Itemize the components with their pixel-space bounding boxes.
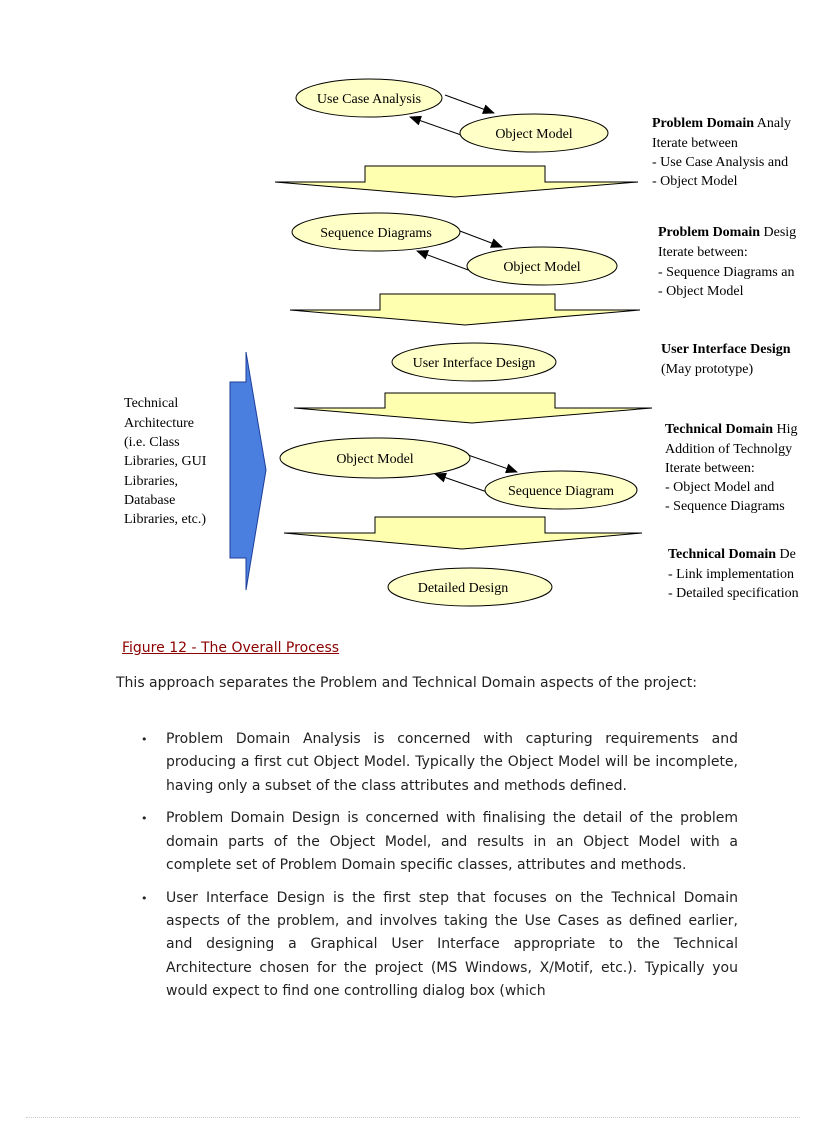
bullet-text: User Interface Design is the first step that focuses on the Technical Domain aspects of the problem, and involves taking the Use Cases as defined earlier, and designing a Graphical User Interface appropriate to the Technical Architecture chosen for the project (MS Windows, X/Motif, etc.). Typically you would expect to find one controlling dialog box (which [166, 889, 738, 999]
technical-architecture-label: Technical Architecture (i.e. Class Libraries, GUI Libraries, Database Libraries, etc.) [124, 396, 207, 527]
bullet-problem-domain-analysis [116, 728, 738, 798]
stage-user-interface-design [294, 343, 652, 423]
annotation-user-interface-design: User Interface Design (May prototype) [661, 342, 791, 377]
flow-arrow-1 [275, 166, 638, 197]
bullet-text: Problem Domain Analysis is concerned with capturing requirements and producing a first cut Object Model. Typically the Object Model will be incomplete, having only a subset of the class attributes and methods defined. [166, 731, 738, 794]
svg-text:Object Model: Object Model [495, 127, 573, 142]
bullet-dot-icon: • [141, 891, 148, 905]
figure-caption: Figure 12 - The Overall Process [122, 640, 340, 656]
flow-arrow-3 [294, 393, 652, 423]
svg-text:Sequence Diagram: Sequence Diagram [507, 484, 615, 499]
bullet-list [116, 728, 738, 1013]
page-bottom-divider [26, 1117, 800, 1118]
svg-text:Use Case Analysis: Use Case Analysis [316, 92, 422, 107]
svg-text:Object Model: Object Model [503, 260, 581, 275]
svg-text:Object Model: Object Model [336, 452, 414, 467]
flow-arrow-4 [284, 517, 642, 549]
svg-text:Detailed Design: Detailed Design [417, 581, 509, 596]
svg-text:User Interface Design: User Interface Design [412, 356, 536, 371]
bullet-dot-icon: • [141, 812, 148, 826]
annotation-technical-domain-detailed: Technical Domain De - Link implementation - Detailed specification [668, 547, 799, 601]
annotation-problem-domain-design: Problem Domain Desig Iterate between: - Sequence Diagrams an - Object Model [658, 225, 797, 299]
annotation-problem-domain-analysis: Problem Domain Analy Iterate between - Use Case Analysis and - Object Model [652, 116, 791, 189]
annotation-technical-domain-high: Technical Domain Hig Addition of Technolgy Iterate between: - Object Model and - Sequence Diagrams [665, 422, 798, 514]
bullet-dot-icon: • [141, 733, 148, 746]
stage-technical-domain-detailed [388, 568, 552, 606]
bullet-user-interface-design [116, 887, 738, 1003]
svg-text:Sequence Diagrams: Sequence Diagrams [320, 226, 432, 241]
technical-architecture-arrow [230, 352, 266, 590]
stage-problem-domain-design [290, 213, 640, 325]
stage-problem-domain-analysis [275, 79, 638, 197]
bullet-problem-domain-design [116, 807, 738, 877]
flow-arrow-2 [290, 294, 640, 325]
stage-technical-domain-high [280, 438, 642, 549]
intro-paragraph: This approach separates the Problem and Technical Domain aspects of the project: [116, 675, 697, 691]
bullet-text: Problem Domain Design is concerned with finalising the detail of the problem domain parts of the Object Model, and results in an Object Model with a complete set of Problem Domain specific classes, attributes and methods. [166, 810, 738, 873]
